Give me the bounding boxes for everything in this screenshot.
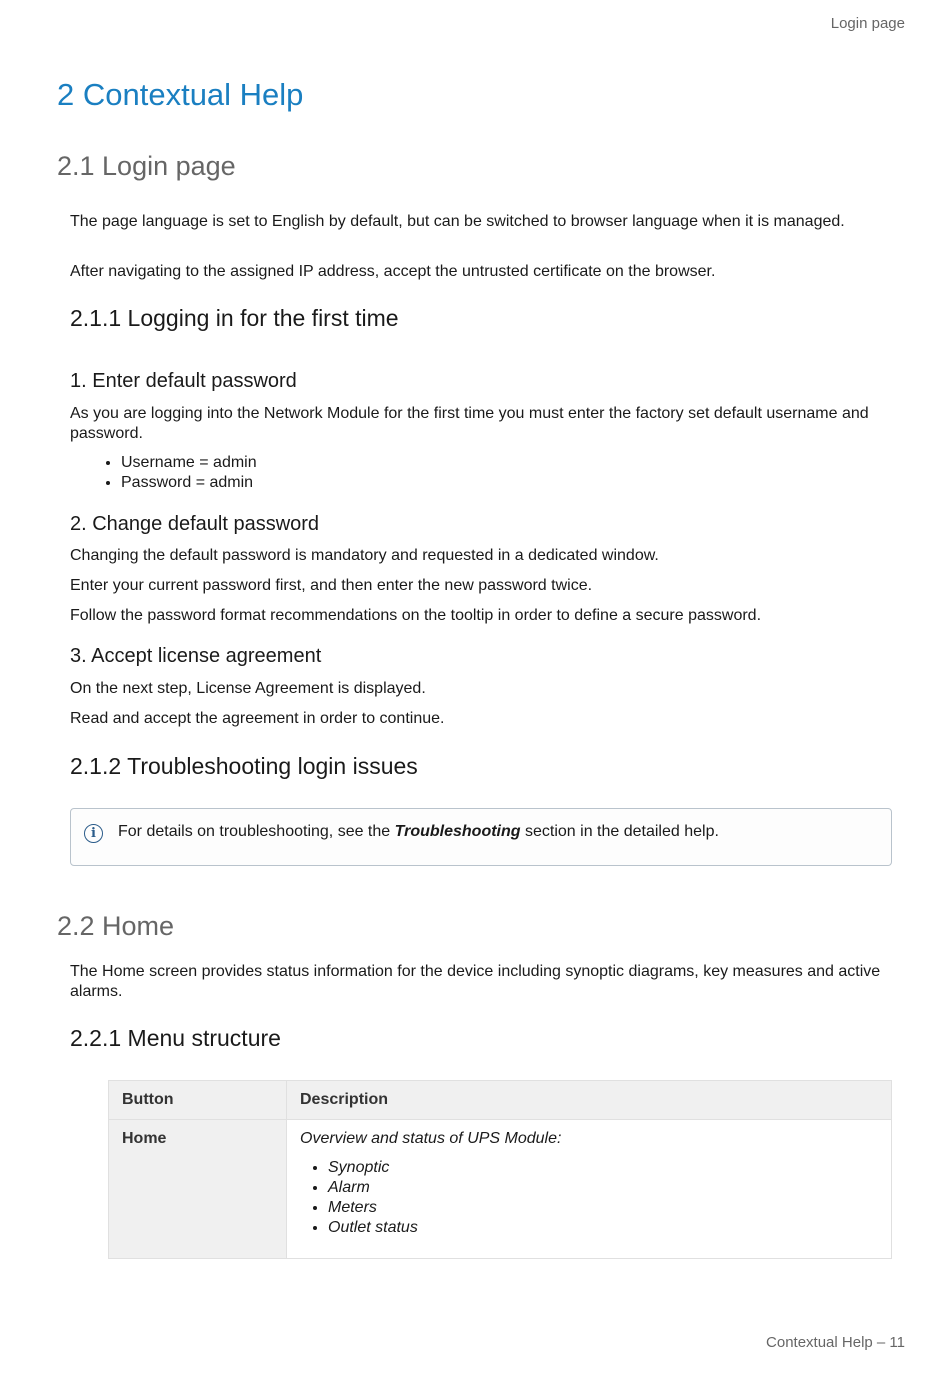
step-title: 1. Enter default password	[70, 370, 297, 392]
paragraph: Changing the default password is mandatory and requested in a dedicated window.	[70, 547, 659, 564]
paragraph: After navigating to the assigned IP address, accept the untrusted certificate on the browser.	[70, 263, 716, 280]
note-text: For details on troubleshooting, see the Troubleshooting section in the detailed help.	[118, 823, 719, 840]
paragraph: Read and accept the agreement in order to continue.	[70, 710, 445, 727]
paragraph: Follow the password format recommendations on the tooltip in order to define a secure password.	[70, 607, 762, 624]
paragraph: Enter your current password first, and then enter the new password twice.	[70, 577, 593, 594]
info-note	[70, 808, 892, 866]
list-item: • Username = admin	[121, 453, 257, 473]
running-header: Login page	[830, 15, 905, 32]
paragraph: As you are logging into the Network Module for the first time you must enter the factory set default username and password.	[70, 405, 869, 442]
list-item: • Outlet status	[328, 1218, 878, 1238]
chapter-title: 2 Contextual Help	[57, 77, 304, 112]
list-item: • Synoptic	[328, 1158, 878, 1178]
menu-structure-table	[108, 1080, 892, 1259]
info-icon: i	[84, 824, 103, 843]
troubleshooting-link: Troubleshooting	[394, 823, 521, 840]
table-header-row	[109, 1081, 892, 1120]
description-cell: Overview and status of UPS Module: • Synoptic • Alarm • Meters • Outlet status	[287, 1120, 892, 1259]
table-row	[109, 1120, 892, 1259]
bullet-list	[100, 453, 257, 493]
section-title: 2.1 Login page	[57, 151, 236, 181]
list-item: • Password = admin	[121, 473, 257, 493]
button-cell: Home	[109, 1120, 287, 1259]
column-header: Button	[109, 1081, 287, 1120]
list-item: • Alarm	[328, 1178, 878, 1198]
subsection-title: 2.2.1 Menu structure	[70, 1025, 281, 1051]
paragraph: The page language is set to English by default, but can be switched to browser language when it is managed.	[70, 213, 845, 230]
column-header: Description	[287, 1081, 892, 1120]
step-title: 3. Accept license agreement	[70, 645, 322, 667]
paragraph: On the next step, License Agreement is displayed.	[70, 680, 426, 697]
page-footer: Contextual Help – 11	[766, 1334, 905, 1351]
paragraph: The Home screen provides status information for the device including synoptic diagrams, key measures and active alarms.	[70, 963, 881, 1000]
subsection-title: 2.1.2 Troubleshooting login issues	[70, 753, 418, 779]
list-item: • Meters	[328, 1198, 878, 1218]
section-title: 2.2 Home	[57, 911, 175, 941]
subsection-title: 2.1.1 Logging in for the first time	[70, 305, 399, 331]
step-title: 2. Change default password	[70, 513, 320, 535]
